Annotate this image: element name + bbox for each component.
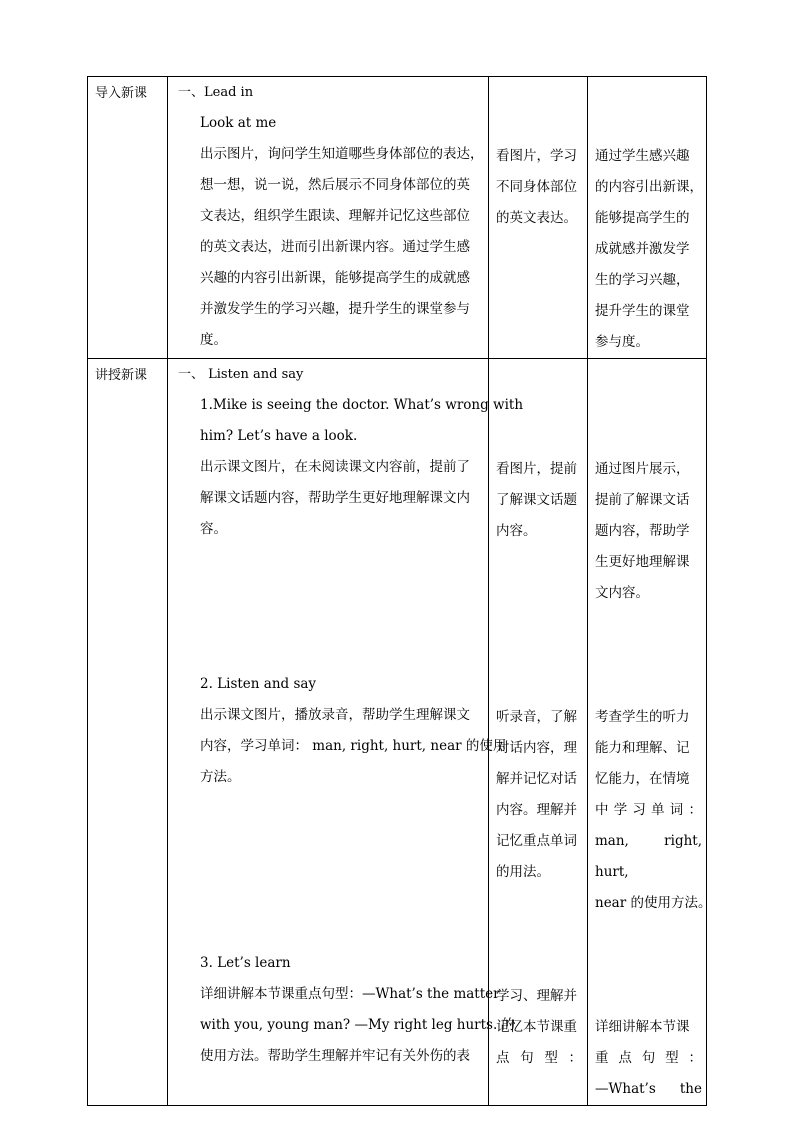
spacer xyxy=(496,547,582,702)
text-line: 生的学习兴趣， xyxy=(595,272,690,288)
text-line: 生更好地理解课 xyxy=(595,554,690,570)
lesson-plan-table xyxy=(87,76,712,1106)
text-line: 的用法。 xyxy=(496,864,550,880)
text-line: 出示课文图片，在未阅读课文内容前，提前了 xyxy=(200,459,470,475)
text-line: 题内容，帮助学 xyxy=(595,523,690,539)
text-line: 考查学生的听力 xyxy=(595,709,690,725)
spacer xyxy=(178,545,482,669)
text-line: 度。 xyxy=(200,332,227,348)
text-line: 通过学生感兴趣 xyxy=(595,148,690,164)
text-line: 解并记忆对话 xyxy=(496,771,577,787)
text-line: 2. Listen and say xyxy=(200,676,317,692)
text-line: 并激发学生的学习兴趣，提升学生的课堂参与 xyxy=(200,301,470,317)
text-line: 的英文表达。 xyxy=(496,210,577,226)
text-line: 忆能力，在情境 xyxy=(595,771,690,787)
text-line: 成就感并激发学 xyxy=(595,241,690,257)
text-line: 参与度。 xyxy=(595,334,649,350)
spacer xyxy=(595,919,702,1012)
text-line: 3. Let’s learn xyxy=(200,955,291,971)
text-line: 提升学生的课堂 xyxy=(595,303,690,319)
text-line: near 的使用方法。 xyxy=(595,895,712,911)
text-line: 内容。 xyxy=(496,523,537,539)
text-line: 的内容引出新课， xyxy=(595,179,703,195)
table-row xyxy=(88,359,707,1106)
text-line: 中学习单词： xyxy=(595,802,702,818)
text-line: 记忆重点单词 xyxy=(496,833,577,849)
spacer xyxy=(595,609,702,702)
text-line: 了解课文话题 xyxy=(496,492,577,508)
text-line: 重 点 句 型 ： xyxy=(595,1050,702,1066)
text-line: him? Let’s have a look. xyxy=(200,428,358,444)
text-line: Look at me xyxy=(200,115,277,131)
text-line: 想一想，说一说，然后展示不同身体部位的英 xyxy=(200,177,470,193)
text-line: —What’s the xyxy=(595,1081,702,1097)
text-line: 提前了解课文话 xyxy=(595,492,690,508)
text-line: 听录音，了解 xyxy=(496,709,577,725)
text-line: with you, young man? —My right leg hurts. 的 xyxy=(200,1017,516,1033)
text-line: 出示课文图片，播放录音，帮助学生理解课文 xyxy=(200,707,470,723)
text-line: 文内容。 xyxy=(595,585,649,601)
text-line: 容。 xyxy=(200,521,227,537)
section-heading: 一、 Listen and say xyxy=(178,367,304,382)
stage-label: 讲授新课 xyxy=(88,359,168,1106)
text-line: man, right, hurt, xyxy=(595,833,702,880)
text-line: 出示图片，询问学生知道哪些身体部位的表达， xyxy=(200,146,484,162)
text-line: 使用方法。帮助学生理解并牢记有关外伤的表 xyxy=(200,1048,470,1064)
text-line: 解课文话题内容，帮助学生更好地理解课文内 xyxy=(200,490,470,506)
text-line: 点 句 型 ： xyxy=(496,1050,582,1066)
teacher-activity-cell xyxy=(168,77,489,359)
text-line: 内容。理解并 xyxy=(496,802,577,818)
table-row xyxy=(88,77,707,359)
text-line: 文表达，组织学生跟读、理解并记忆这些部位 xyxy=(200,208,470,224)
text-line: 不同身体部位 xyxy=(496,179,577,195)
text-line: 能够提高学生的 xyxy=(595,210,690,226)
text-line: 看图片，提前 xyxy=(496,461,577,477)
text-line: 能力和理解、记 xyxy=(595,740,690,756)
spacer xyxy=(496,888,582,981)
text-line: 内容，学习单词： man, right, hurt, near 的使用 xyxy=(200,738,507,754)
section-heading: 一、Lead in xyxy=(178,85,254,100)
text-line: 对话内容，理 xyxy=(496,740,577,756)
text-line: 通过图片展示， xyxy=(595,461,690,477)
text-line: 1.Mike is seeing the doctor. What’s wrong with xyxy=(200,397,524,413)
text-line: 学习、理解并 xyxy=(496,988,577,1004)
text-line: 的英文表达，进而引出新课内容。通过学生感 xyxy=(200,239,470,255)
text-line: 兴趣的内容引出新课，能够提高学生的成就感 xyxy=(200,270,470,286)
design-intent-cell xyxy=(588,359,712,1106)
text-line: 详细讲解本节课重点句型：—What’s the matter xyxy=(200,986,500,1002)
stage-label: 导入新课 xyxy=(88,77,168,359)
text-line: 看图片，学习 xyxy=(496,148,577,164)
design-intent-cell xyxy=(588,77,707,359)
text-line: 方法。 xyxy=(200,769,241,785)
spacer xyxy=(178,793,482,948)
student-activity-cell xyxy=(489,77,588,359)
student-activity-cell xyxy=(489,359,588,1106)
text-line: 记忆本节课重 xyxy=(496,1019,577,1035)
text-line: 详细讲解本节课 xyxy=(595,1019,690,1035)
